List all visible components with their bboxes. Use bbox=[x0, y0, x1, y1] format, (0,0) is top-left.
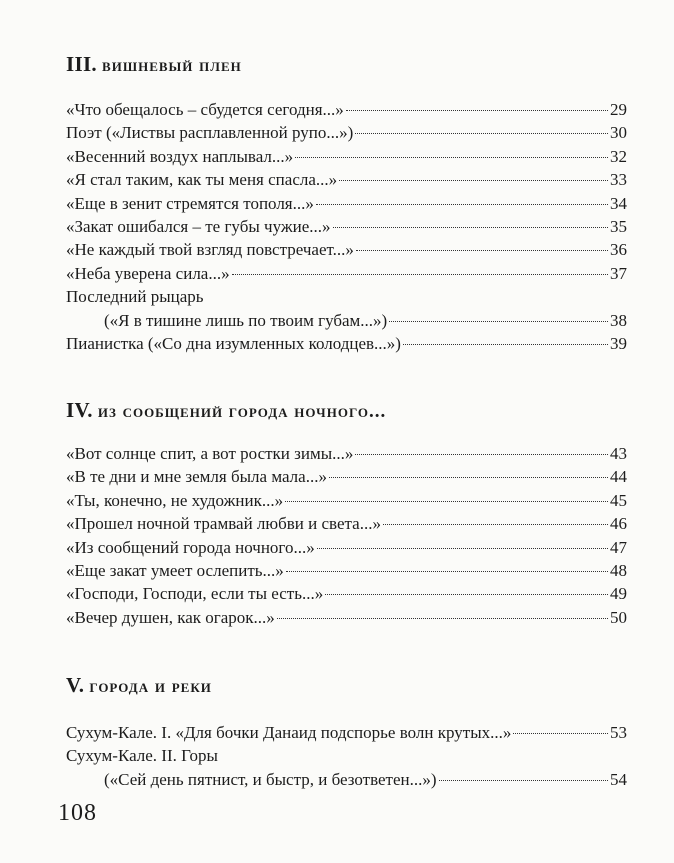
toc-entry bbox=[66, 606, 627, 629]
toc-entry-title: «Весенний воздух наплывал...» bbox=[66, 146, 294, 166]
section-title: города и реки bbox=[89, 676, 212, 697]
leader-dots bbox=[295, 157, 608, 158]
toc-entry bbox=[66, 145, 627, 168]
toc-entry bbox=[66, 489, 627, 512]
toc-entry-title: «Вечер душен, как огарок...» bbox=[66, 607, 275, 627]
toc-entry-title: «Ты, конечно, не художник...» bbox=[66, 490, 284, 510]
toc-entry-page: 46 bbox=[610, 514, 627, 534]
toc-entry-title: («Я в тишине лишь по твоим губам...») bbox=[104, 310, 388, 330]
toc-entry-title: «Неба уверена сила...» bbox=[66, 263, 230, 283]
toc-entry-page: 48 bbox=[610, 560, 627, 580]
leader-dots bbox=[403, 344, 608, 345]
toc-entry bbox=[66, 98, 627, 121]
toc-entry bbox=[66, 309, 627, 332]
leader-dots bbox=[356, 250, 608, 251]
toc-entry-title: («Сей день пятнист, и быстр, и безответен...») bbox=[104, 769, 437, 789]
toc-entry-title: «Господи, Господи, если ты есть...» bbox=[66, 584, 324, 604]
section-title: из сообщений города ночного... bbox=[97, 401, 387, 422]
toc-entry-title: «Еще закат умеет ослепить...» bbox=[66, 560, 284, 580]
toc-entry-page: 36 bbox=[610, 240, 627, 260]
leader-dots bbox=[333, 227, 609, 228]
toc-entry-page: 49 bbox=[610, 584, 627, 604]
toc-entry-title: «Из сообщений города ночного...» bbox=[66, 537, 315, 557]
toc-entry-page: 43 bbox=[610, 444, 627, 463]
toc-entry-title: Пианистка («Со дна изумленных колодцев...») bbox=[66, 333, 401, 353]
toc-entry-title: «Прошел ночной трамвай любви и света...» bbox=[66, 514, 381, 534]
toc-entry-page: 38 bbox=[610, 310, 627, 330]
toc-list bbox=[66, 98, 627, 355]
toc-entry bbox=[66, 192, 627, 215]
leader-dots bbox=[439, 780, 608, 781]
toc-entry bbox=[66, 465, 627, 488]
toc-entry bbox=[66, 582, 627, 605]
leader-dots bbox=[513, 733, 608, 734]
toc-entry-page: 32 bbox=[610, 146, 627, 166]
toc-entry-page: 37 bbox=[610, 263, 627, 283]
toc-entry-title: «Не каждый твой взгляд повстречает...» bbox=[66, 240, 354, 260]
toc-entry bbox=[66, 332, 627, 355]
leader-dots bbox=[383, 524, 608, 525]
leader-dots bbox=[285, 501, 608, 502]
toc-list bbox=[66, 442, 627, 629]
section-number: III. bbox=[66, 52, 97, 76]
section-number: V. bbox=[66, 673, 85, 697]
leader-dots bbox=[232, 274, 608, 275]
section-number: IV. bbox=[66, 398, 93, 422]
leader-dots bbox=[355, 454, 608, 455]
toc-entry-title: Сухум-Кале. I. «Для бочки Данаид подспорье волн крутых...» bbox=[66, 723, 512, 742]
section-heading bbox=[66, 52, 242, 77]
toc-entry-page: 47 bbox=[610, 537, 627, 557]
leader-dots bbox=[389, 321, 608, 322]
toc-entry-page: 35 bbox=[610, 216, 627, 236]
toc-entry bbox=[66, 559, 627, 582]
toc-list bbox=[66, 721, 627, 791]
toc-entry-title: «Я стал таким, как ты меня спасла...» bbox=[66, 170, 338, 190]
toc-entry-title: Поэт («Листвы расплавленной рупо...») bbox=[66, 123, 354, 143]
toc-entry bbox=[66, 442, 627, 465]
toc-entry-title: «Вот солнце спит, а вот ростки зимы...» bbox=[66, 444, 354, 463]
toc-entry-page: 33 bbox=[610, 170, 627, 190]
toc-entry-title: «Что обещалось – сбудется сегодня...» bbox=[66, 100, 344, 119]
toc-entry bbox=[66, 121, 627, 144]
toc-entry-title: «Еще в зенит стремятся тополя...» bbox=[66, 193, 314, 213]
toc-entry-page: 29 bbox=[610, 100, 627, 119]
leader-dots bbox=[317, 548, 608, 549]
leader-dots bbox=[286, 571, 608, 572]
toc-entry-page: 50 bbox=[610, 607, 627, 627]
toc-entry-page: 44 bbox=[610, 467, 627, 487]
toc-entry-page: 53 bbox=[610, 723, 627, 742]
toc-entry-page: 54 bbox=[610, 769, 627, 789]
toc-entry-page: 45 bbox=[610, 490, 627, 510]
leader-dots bbox=[355, 133, 608, 134]
toc-entry bbox=[66, 768, 627, 791]
toc-entry bbox=[66, 215, 627, 238]
leader-dots bbox=[329, 477, 608, 478]
toc-entry-page: 30 bbox=[610, 123, 627, 143]
section-title: вишневый плен bbox=[102, 55, 242, 76]
toc-entry-title: Сухум-Кале. II. Горы bbox=[66, 746, 218, 766]
toc-entry-title: «В те дни и мне земля была мала...» bbox=[66, 467, 327, 487]
leader-dots bbox=[339, 180, 608, 181]
toc-entry-title: Последний рыцарь bbox=[66, 287, 204, 307]
section-heading bbox=[66, 398, 386, 423]
leader-dots bbox=[325, 594, 608, 595]
leader-dots bbox=[346, 110, 608, 111]
toc-entry bbox=[66, 512, 627, 535]
toc-entry bbox=[66, 262, 627, 285]
toc-entry bbox=[66, 168, 627, 191]
toc-entry bbox=[66, 744, 627, 767]
leader-dots bbox=[277, 618, 608, 619]
page-number: 108 bbox=[58, 800, 97, 826]
toc-entry bbox=[66, 721, 627, 744]
toc-entry-title: «Закат ошибался – те губы чужие...» bbox=[66, 216, 331, 236]
toc-entry bbox=[66, 285, 627, 308]
toc-entry bbox=[66, 536, 627, 559]
toc-entry-page: 34 bbox=[610, 193, 627, 213]
toc-entry-page: 39 bbox=[610, 333, 627, 353]
section-heading bbox=[66, 673, 212, 698]
leader-dots bbox=[316, 204, 608, 205]
toc-entry bbox=[66, 238, 627, 261]
